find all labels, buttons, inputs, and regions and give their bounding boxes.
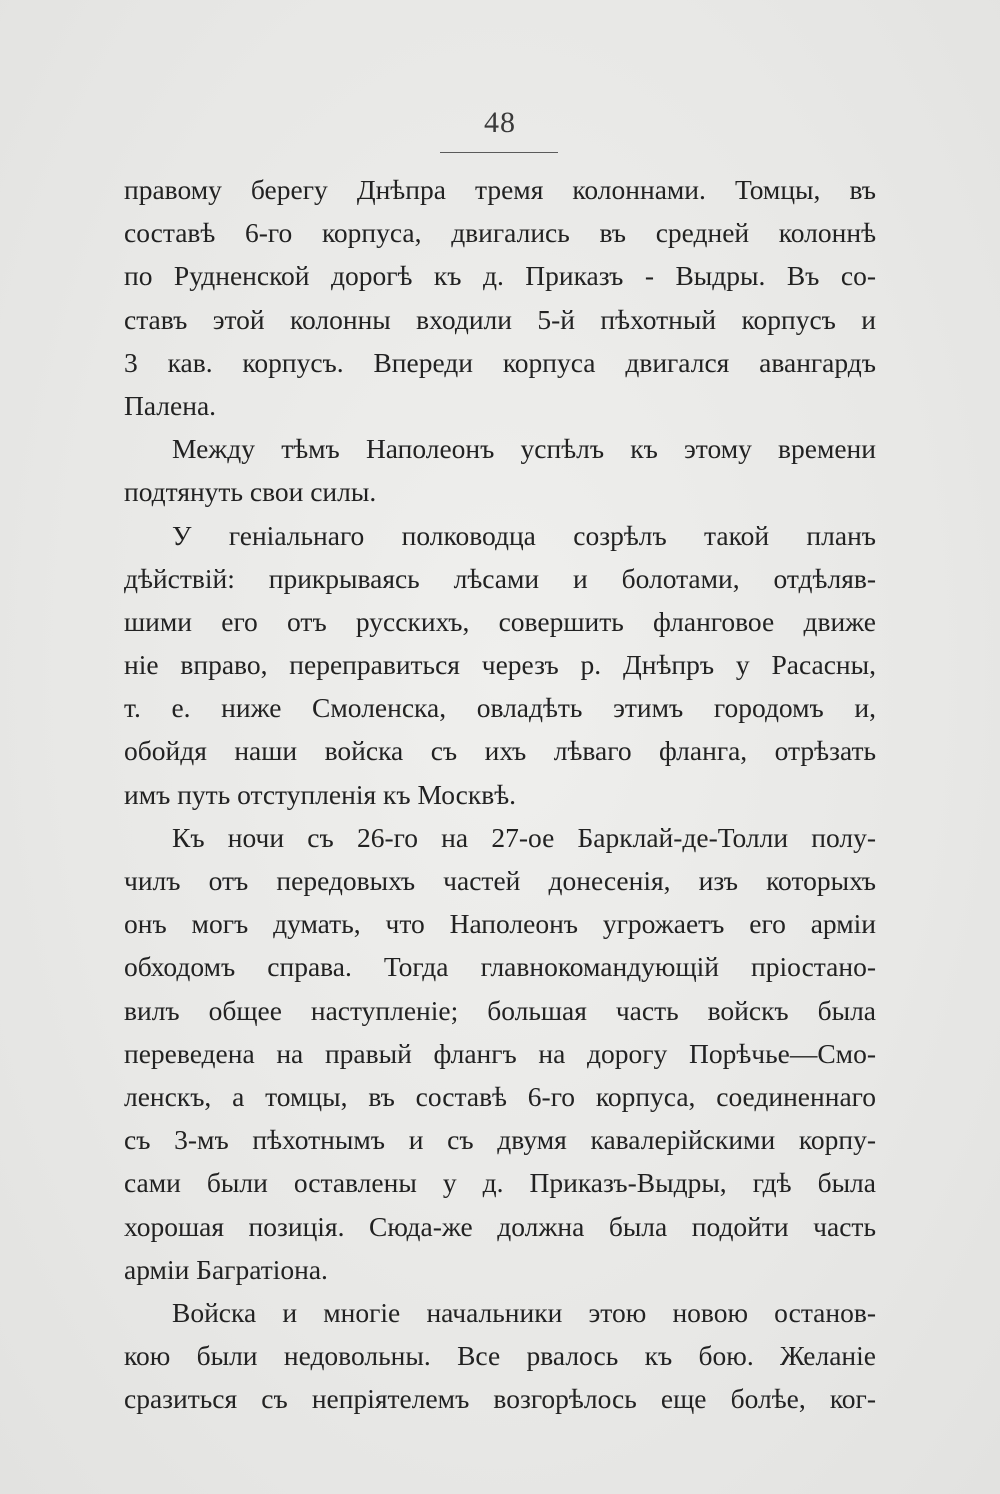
text-line: шими его отъ русскихъ, совершить фланговое движе	[124, 605, 876, 637]
text-line: составѣ 6-го корпуса, двигались въ средней колоннѣ	[124, 217, 876, 249]
text-line: онъ могъ думать, что Наполеонъ угрожаетъ его арміи	[124, 908, 876, 940]
page-number: 48	[484, 106, 516, 139]
text-line: т. е. ниже Смоленска, овладѣть этимъ городомъ и,	[124, 692, 876, 724]
text-line: У геніальнаго полководца созрѣлъ такой планъ	[172, 519, 876, 551]
text-line: 3 кав. корпусъ. Впереди корпуса двигался авангардъ	[124, 346, 876, 378]
text-line: съ 3-мъ пѣхотнымъ и съ двумя кавалерійскими корпу-	[124, 1124, 876, 1156]
text-line: Войска и многіе начальники этою новою останов-	[172, 1296, 876, 1328]
text-line: ставъ этой колонны входили 5-й пѣхотный корпусъ и	[124, 303, 876, 335]
text-line: переведена на правый флангъ на дорогу Порѣчье—Смо-	[124, 1037, 876, 1069]
body-text	[124, 168, 876, 1420]
text-line: обходомъ справа. Тогда главнокомандующій пріостано-	[124, 951, 876, 983]
text-line: ніе вправо, переправиться черезъ р. Днѣпръ у Расасны,	[124, 649, 876, 681]
text-line: сами были оставлены у д. Приказъ-Выдры, гдѣ была	[124, 1167, 876, 1199]
text-line: сразиться съ непріятелемъ возгорѣлось еще болѣе, ког-	[124, 1383, 876, 1415]
text-line: арміи Багратіона.	[124, 1253, 328, 1285]
text-line: Палена.	[124, 389, 217, 421]
text-line: Къ ночи съ 26-го на 27-ое Барклай-де-Толли полу-	[172, 821, 876, 853]
text-line: Между тѣмъ Наполеонъ успѣлъ къ этому времени	[172, 433, 876, 465]
text-line: дѣйствій: прикрываясь лѣсами и болотами, отдѣляв-	[124, 562, 876, 594]
text-line: обойдя наши войска съ ихъ лѣваго фланга, отрѣзать	[124, 735, 876, 767]
text-line: чилъ отъ передовыхъ частей донесенія, изъ которыхъ	[124, 865, 876, 896]
text-line: хорошая позиція. Сюда-же должна была подойти часть	[124, 1210, 876, 1242]
text-line: имъ путь отступленія къ Москвѣ.	[124, 778, 517, 810]
text-line: по Рудненской дорогѣ къ д. Приказъ - Выдры. Въ со-	[124, 260, 876, 292]
text-line: ленскъ, а томцы, въ составѣ 6-го корпуса, соединеннаго	[124, 1080, 876, 1112]
page-number-rule	[440, 152, 558, 153]
text-line: подтянуть свои силы.	[124, 476, 377, 508]
text-line: вилъ общее наступленіе; большая часть войскъ была	[124, 994, 876, 1026]
text-line: правому берегу Днѣпра тремя колоннами. Томцы, въ	[124, 174, 876, 205]
text-line: кою были недовольны. Все рвалось къ бою. Желаніе	[124, 1340, 876, 1372]
